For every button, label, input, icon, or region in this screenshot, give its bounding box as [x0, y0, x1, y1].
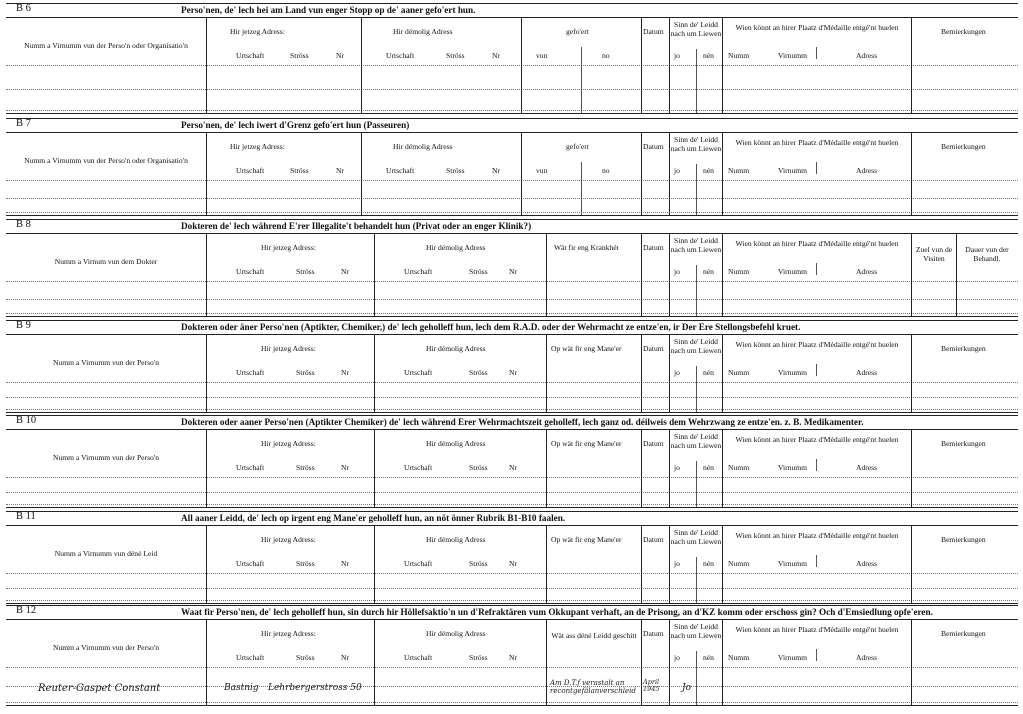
stross-label: Ströss — [296, 559, 315, 568]
section-code: B 10 — [16, 415, 37, 426]
urtschaft-label: Urtschaft — [236, 267, 265, 276]
adress-label: Adress — [856, 463, 878, 472]
bemierkungen-header: Bemierkungen — [941, 535, 986, 544]
nr-label: Nr — [341, 653, 350, 662]
handwritten-jo: Jo — [682, 683, 692, 693]
column-line — [374, 429, 375, 507]
urtschaft-label: Urtschaft — [236, 166, 265, 175]
krankhet-header: Wät fir eng Krankhét — [554, 243, 619, 252]
section-code: B 12 — [16, 605, 37, 616]
section-table — [6, 619, 1018, 706]
current-address-header: Hir jetzeg Adress: — [230, 27, 285, 36]
section-b7 — [6, 118, 1018, 215]
current-address-header: Hir jetzeg Adress: — [261, 243, 316, 252]
stross-label: Ströss — [469, 463, 488, 472]
datum-header: Datum — [643, 629, 664, 638]
nen-label: nén — [703, 559, 714, 568]
datum-header: Datum — [643, 535, 664, 544]
section-table — [6, 334, 1018, 413]
current-address-header: Hir jetzeg Adress: — [261, 344, 316, 353]
section-b11 — [6, 511, 1018, 603]
adress-label: Adress — [856, 166, 878, 175]
column-line — [546, 619, 547, 705]
urtschaft-label: Urtschaft — [236, 463, 265, 472]
stross-label: Ströss — [469, 368, 488, 377]
row-divider — [6, 397, 1018, 398]
nr-label: Nr — [336, 51, 345, 60]
current-address-header: Hir jetzeg Adress: — [261, 439, 316, 448]
jo-nen-divider — [696, 557, 697, 603]
medaille-header: Wien könnt an hirer Plaatz d'Médaille entgé'nt huelen — [735, 531, 899, 540]
adress-label: Adress — [856, 653, 878, 662]
urtschaft-label: Urtschaft — [404, 368, 433, 377]
former-address-header: Hir démolig Adress — [393, 142, 453, 151]
visiten-header: Zuel vun de Visiten — [915, 245, 953, 263]
column-line — [521, 132, 522, 215]
stross-label: Ströss — [290, 51, 309, 60]
section-code: B 8 — [16, 219, 31, 230]
name-column-header: Numm a Virnumm vun der Perso'n oder Organisatio'n — [24, 156, 188, 165]
medaille-divider — [816, 162, 817, 174]
handwritten-street: Lehrbergerstross 50 — [268, 683, 362, 693]
jo-nen-divider — [696, 651, 697, 705]
numm-label: Numm — [728, 166, 750, 175]
sinn-header: Sinn de' Leidd nach um Liewen — [670, 337, 722, 355]
stross-label: Ströss — [469, 559, 488, 568]
nen-label: nén — [703, 368, 714, 377]
bemierkungen-header: Bemierkungen — [941, 344, 986, 353]
nen-label: nén — [703, 166, 714, 175]
section-header-bar — [6, 320, 1018, 335]
column-line — [722, 619, 723, 705]
op-wat-header: Op wät fir eng Mane'er — [551, 344, 622, 353]
name-column-header: Numm a Virnumm vun der Perso'n — [52, 643, 160, 652]
medaille-divider — [816, 263, 817, 275]
column-line — [641, 334, 642, 412]
virnumm-label: Virnumm — [778, 51, 808, 60]
section-b10 — [6, 415, 1018, 507]
former-address-header: Hir démolig Adress — [426, 243, 486, 252]
column-line — [641, 233, 642, 316]
stross-label: Ströss — [446, 51, 465, 60]
section-table — [6, 525, 1018, 604]
numm-label: Numm — [728, 267, 750, 276]
section-header-bar — [6, 415, 1018, 430]
column-line — [206, 619, 207, 705]
section-table — [6, 17, 1018, 114]
current-address-header: Hir jetzeg Adress: — [261, 535, 316, 544]
datum-header: Datum — [643, 27, 664, 36]
nr-label: Nr — [341, 267, 350, 276]
column-line — [956, 233, 957, 316]
medaille-divider — [816, 47, 817, 59]
nen-label: nén — [703, 51, 714, 60]
no-label: no — [602, 51, 610, 60]
bemierkungen-header: Bemierkungen — [941, 439, 986, 448]
handwritten-wat-leidd: Am D.T.f verastalt an recontgefälanverschleid — [550, 679, 636, 695]
name-column-header: Numm a Virnumm vun der Perso'n oder Organisatio'n — [24, 41, 188, 50]
bemierkungen-header: Bemierkungen — [941, 142, 986, 151]
row-divider — [6, 65, 1018, 66]
medaille-divider — [816, 459, 817, 471]
nr-label: Nr — [509, 267, 518, 276]
urtschaft-label: Urtschaft — [386, 166, 415, 175]
op-wat-header: Op wät fir eng Mane'er — [551, 439, 622, 448]
row-divider — [6, 573, 1018, 574]
stross-label: Ströss — [296, 653, 315, 662]
jo-nen-divider — [696, 49, 697, 113]
section-header-bar — [6, 605, 1018, 620]
urtschaft-label: Urtschaft — [404, 653, 433, 662]
name-column-header: Numm a Virnum vun dem Dokter — [54, 257, 158, 266]
medaille-header: Wien könnt an hirer Plaatz d'Médaille entgé'nt huelen — [735, 23, 899, 32]
virnumm-label: Virnumm — [778, 559, 808, 568]
bemierkungen-header: Bemierkungen — [941, 27, 986, 36]
sinn-header: Sinn de' Leidd nach um Liewen — [670, 20, 722, 38]
column-line — [722, 525, 723, 603]
row-divider — [6, 492, 1018, 493]
vun-label: vun — [536, 51, 548, 60]
nen-label: nén — [703, 267, 714, 276]
nr-label: Nr — [509, 463, 518, 472]
row-divider — [6, 180, 1018, 181]
column-line — [641, 525, 642, 603]
row-divider — [6, 198, 1018, 199]
numm-label: Numm — [728, 51, 750, 60]
stross-label: Ströss — [469, 653, 488, 662]
row-divider — [6, 504, 1018, 505]
jo-label: jo — [674, 559, 680, 568]
row-divider — [6, 110, 1018, 111]
stross-label: Ströss — [469, 267, 488, 276]
jo-nen-divider — [696, 461, 697, 507]
column-line — [206, 429, 207, 507]
jo-nen-divider — [696, 366, 697, 412]
section-b8 — [6, 219, 1018, 316]
urtschaft-label: Urtschaft — [236, 559, 265, 568]
nr-label: Nr — [341, 368, 350, 377]
column-line — [911, 17, 912, 113]
former-address-header: Hir démolig Adress — [426, 344, 486, 353]
nr-label: Nr — [341, 463, 350, 472]
jo-label: jo — [674, 166, 680, 175]
medaille-divider — [816, 649, 817, 661]
vun-no-divider — [581, 47, 582, 113]
row-divider — [6, 588, 1018, 589]
column-line — [911, 525, 912, 603]
column-line — [374, 334, 375, 412]
section-title: Perso'nen, de' lech hei am Land vun enger Stopp op de' aaner gefo'ert hun. — [181, 5, 476, 15]
jo-label: jo — [674, 653, 680, 662]
column-line — [641, 17, 642, 113]
numm-label: Numm — [728, 463, 750, 472]
behandl-header: Dauer vun der Behandl. — [965, 245, 1009, 263]
section-title: Perso'nen, de' lech iwert d'Grenz gefo'ert hun (Passeuren) — [181, 120, 410, 130]
section-header-bar — [6, 3, 1018, 18]
stross-label: Ströss — [296, 368, 315, 377]
section-title: Dokteren oder äner Perso'nen (Aptikter, Chemiker,) de' lech geholleff hun, lech dem R.A.D. oder der Wehrmacht ze entze'en, ir Der Ere Stellongsbefehl kruet. — [181, 322, 801, 332]
column-line — [911, 132, 912, 215]
nr-label: Nr — [492, 51, 501, 60]
urtschaft-label: Urtschaft — [386, 51, 415, 60]
row-divider — [6, 667, 1018, 668]
medaille-header: Wien könnt an hirer Plaatz d'Médaille entgé'nt huelen — [735, 138, 899, 147]
datum-header: Datum — [643, 344, 664, 353]
section-b6 — [6, 3, 1018, 113]
urtschaft-label: Urtschaft — [236, 368, 265, 377]
medaille-header: Wien könnt an hirer Plaatz d'Médaille entgé'nt huelen — [735, 239, 899, 248]
vun-no-divider — [581, 162, 582, 215]
former-address-header: Hir démolig Adress — [426, 629, 486, 638]
name-column-header: Numm a Virnumm vun der Perso'n — [52, 358, 160, 367]
medaille-header: Wien könnt an hirer Plaatz d'Médaille entgé'nt huelen — [735, 340, 899, 349]
urtschaft-label: Urtschaft — [404, 559, 433, 568]
column-line — [722, 429, 723, 507]
jo-label: jo — [674, 267, 680, 276]
gefoert-header: gefo'ert — [566, 142, 589, 151]
row-divider — [6, 702, 1018, 703]
adress-label: Adress — [856, 267, 878, 276]
column-line — [546, 334, 547, 412]
section-table — [6, 132, 1018, 216]
numm-label: Numm — [728, 368, 750, 377]
jo-nen-divider — [696, 265, 697, 316]
adress-label: Adress — [856, 51, 878, 60]
adress-label: Adress — [856, 368, 878, 377]
medaille-divider — [816, 364, 817, 376]
column-line — [206, 525, 207, 603]
jo-label: jo — [674, 463, 680, 472]
nr-label: Nr — [509, 368, 518, 377]
vun-label: vun — [536, 166, 548, 175]
wat-leidd-header: Wät ass déné Leidd geschitt — [551, 631, 637, 640]
datum-header: Datum — [643, 243, 664, 252]
section-code: B 7 — [16, 118, 31, 129]
medaille-divider — [816, 555, 817, 567]
column-line — [641, 429, 642, 507]
sinn-header: Sinn de' Leidd nach um Liewen — [670, 236, 722, 254]
column-line — [546, 525, 547, 603]
stross-label: Ströss — [446, 166, 465, 175]
column-line — [206, 17, 207, 113]
row-divider — [6, 313, 1018, 314]
stross-label: Ströss — [296, 463, 315, 472]
section-title: Waat fir Perso'nen, de' lech geholleff hun, sin durch hir Höllefsaktio'n un d'Refraktären vum Okkupant verhaft, an de Prisong, an d'KZ komm oder erschoss gin? Och d'Emsiedlung opfe'eren. — [181, 607, 933, 617]
sinn-header: Sinn de' Leidd nach um Liewen — [670, 432, 722, 450]
op-wat-header: Op wät fir eng Mane'er — [551, 535, 622, 544]
section-title: All aaner Leidd, de' lech op irgent eng Mane'er geholleff hun, an nöt önner Rubrik B1-B10 faalen. — [181, 513, 566, 523]
nr-label: Nr — [336, 166, 345, 175]
current-address-header: Hir jetzeg Adress: — [230, 142, 285, 151]
section-code: B 11 — [16, 511, 36, 522]
handwritten-urtschaft: Bastnig — [224, 683, 259, 693]
column-line — [361, 17, 362, 113]
section-table — [6, 429, 1018, 508]
section-title: Dokteren oder aaner Perso'nen (Aptikter Chemiker) de' lech während Erer Wehrmachtszeit geholleff, lech ganz od. déilweis dem Wehrzwang ze entze'en. z. B. Medikamenter. — [181, 417, 864, 427]
nen-label: nén — [703, 653, 714, 662]
numm-label: Numm — [728, 653, 750, 662]
nr-label: Nr — [509, 653, 518, 662]
handwritten-datum: April 1945 — [643, 678, 660, 693]
column-line — [546, 429, 547, 507]
row-divider — [6, 212, 1018, 213]
former-address-header: Hir démolig Adress — [393, 27, 453, 36]
row-divider — [6, 409, 1018, 410]
column-line — [206, 233, 207, 316]
section-table — [6, 233, 1018, 317]
urtschaft-label: Urtschaft — [236, 51, 265, 60]
section-code: B 6 — [16, 3, 31, 14]
column-line — [911, 334, 912, 412]
column-line — [722, 132, 723, 215]
virnumm-label: Virnumm — [778, 653, 808, 662]
bemierkungen-header: Bemierkungen — [941, 629, 986, 638]
row-divider — [6, 382, 1018, 383]
column-line — [722, 233, 723, 316]
column-line — [206, 132, 207, 215]
jo-nen-divider — [696, 164, 697, 215]
no-label: no — [602, 166, 610, 175]
column-line — [361, 132, 362, 215]
sinn-header: Sinn de' Leidd nach um Liewen — [670, 135, 722, 153]
urtschaft-label: Urtschaft — [404, 267, 433, 276]
column-line — [722, 17, 723, 113]
column-line — [374, 619, 375, 705]
row-divider — [6, 299, 1018, 300]
row-divider — [6, 281, 1018, 282]
medaille-header: Wien könnt an hirer Plaatz d'Médaille entgé'nt huelen — [735, 625, 899, 634]
virnumm-label: Virnumm — [778, 463, 808, 472]
column-line — [722, 334, 723, 412]
column-line — [911, 429, 912, 507]
medaille-header: Wien könnt an hirer Plaatz d'Médaille entgé'nt huelen — [735, 435, 899, 444]
datum-header: Datum — [643, 439, 664, 448]
nr-label: Nr — [492, 166, 501, 175]
name-column-header: Numm a Virnumm vun der Perso'n — [52, 453, 160, 462]
section-title: Dokteren de' lech während E'rer Illegalite't behandelt hun (Privat oder an enger Klinik?) — [181, 221, 532, 231]
row-divider — [6, 600, 1018, 601]
section-header-bar — [6, 219, 1018, 234]
jo-label: jo — [674, 51, 680, 60]
column-line — [521, 17, 522, 113]
section-b9 — [6, 320, 1018, 412]
section-code: B 9 — [16, 320, 31, 331]
virnumm-label: Virnumm — [778, 267, 808, 276]
nr-label: Nr — [341, 559, 350, 568]
urtschaft-label: Urtschaft — [236, 653, 265, 662]
column-line — [206, 334, 207, 412]
former-address-header: Hir démolig Adress — [426, 439, 486, 448]
former-address-header: Hir démolig Adress — [426, 535, 486, 544]
stross-label: Ströss — [290, 166, 309, 175]
virnumm-label: Virnumm — [778, 166, 808, 175]
row-divider — [6, 477, 1018, 478]
urtschaft-label: Urtschaft — [404, 463, 433, 472]
adress-label: Adress — [856, 559, 878, 568]
row-divider — [6, 89, 1018, 90]
column-line — [911, 619, 912, 705]
handwritten-name: Reuter-Gaspet Constant — [38, 683, 161, 694]
datum-header: Datum — [643, 142, 664, 151]
virnumm-label: Virnumm — [778, 368, 808, 377]
section-header-bar — [6, 118, 1018, 133]
jo-label: jo — [674, 368, 680, 377]
numm-label: Numm — [728, 559, 750, 568]
sinn-header: Sinn de' Leidd nach um Liewen — [670, 622, 722, 640]
column-line — [546, 233, 547, 316]
column-line — [374, 525, 375, 603]
stross-label: Ströss — [296, 267, 315, 276]
nr-label: Nr — [509, 559, 518, 568]
column-line — [641, 132, 642, 215]
current-address-header: Hir jetzeg Adress: — [261, 629, 316, 638]
sinn-header: Sinn de' Leidd nach um Liewen — [670, 528, 722, 546]
section-b12 — [6, 605, 1018, 705]
gefoert-header: gefo'ert — [566, 27, 589, 36]
nen-label: nén — [703, 463, 714, 472]
section-header-bar — [6, 511, 1018, 526]
name-column-header: Numm a Virnumm vun déné Leid — [54, 549, 158, 558]
column-line — [374, 233, 375, 316]
